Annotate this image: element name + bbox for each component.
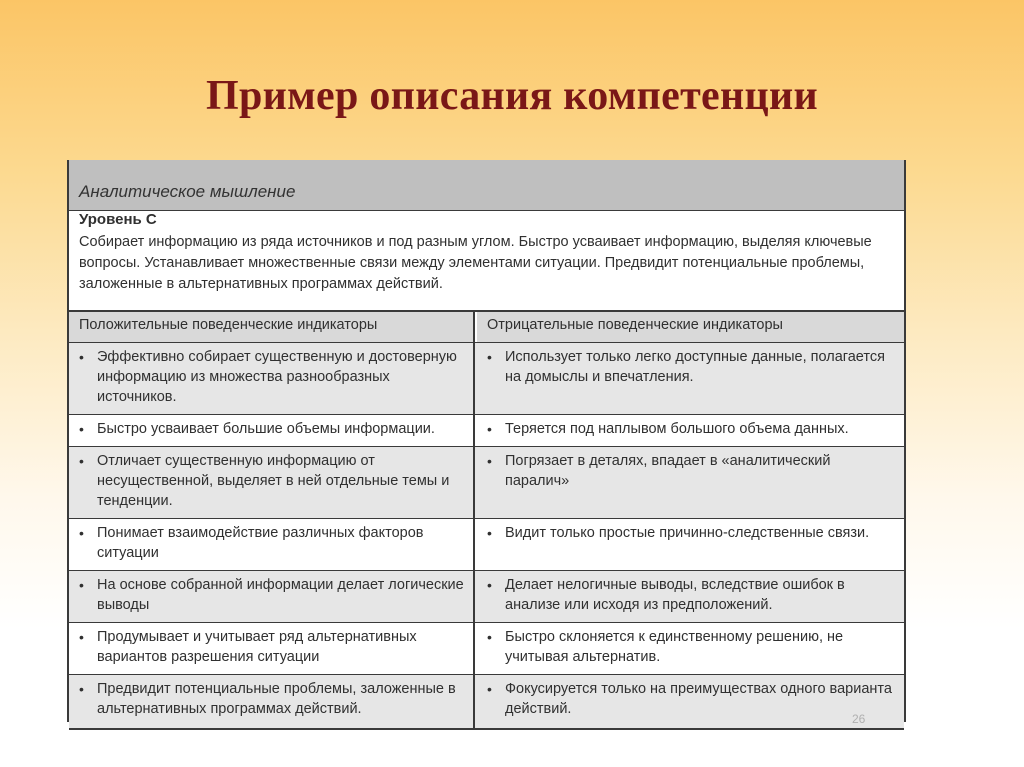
level-divider	[69, 302, 904, 312]
page-number: 26	[852, 712, 866, 726]
table-row	[69, 674, 904, 730]
positive-indicator-text: Быстро усваивает большие объемы информации.	[97, 421, 435, 437]
slide-title: Пример описания компетенции	[206, 73, 818, 119]
bullet-icon: •	[487, 421, 492, 437]
bullet-icon: •	[487, 525, 492, 541]
negative-indicator-cell	[477, 571, 904, 622]
competency-document	[67, 160, 906, 722]
positive-indicator-text: Эффективно собирает существенную и достоверную информацию из множества разнообразных источников.	[97, 349, 457, 405]
table-row	[69, 446, 904, 518]
positive-indicator-cell	[69, 415, 475, 446]
positive-indicator-text: Понимает взаимодействие различных факторов ситуации	[97, 525, 424, 561]
competency-name: Аналитическое мышление	[79, 182, 296, 201]
negative-indicator-text: Делает нелогичные выводы, вследствие ошибок в анализе или исходя из предположений.	[505, 577, 845, 613]
bullet-icon: •	[79, 629, 84, 645]
bullet-icon: •	[487, 577, 492, 593]
table-row	[69, 518, 904, 570]
positive-indicator-cell	[69, 675, 475, 728]
table-row	[69, 622, 904, 674]
negative-indicator-cell	[477, 415, 904, 446]
positive-indicator-cell	[69, 447, 475, 518]
positive-indicator-text: На основе собранной информации делает логические выводы	[97, 577, 464, 613]
negative-indicators-header: Отрицательные поведенческие индикаторы	[477, 312, 904, 342]
bullet-icon: •	[487, 453, 492, 469]
positive-indicator-cell	[69, 623, 475, 674]
positive-indicator-cell	[69, 519, 475, 570]
positive-indicator-cell	[69, 571, 475, 622]
positive-indicator-text: Предвидит потенциальные проблемы, заложенные в альтернативных программах действий.	[97, 681, 456, 717]
negative-indicator-text: Быстро склоняется к единственному решению, не учитывая альтернатив.	[505, 629, 844, 665]
negative-indicator-cell	[477, 623, 904, 674]
bullet-icon: •	[79, 525, 84, 541]
positive-indicator-text: Продумывает и учитывает ряд альтернативных вариантов разрешения ситуации	[97, 629, 417, 665]
negative-indicator-text: Использует только легко доступные данные, полагается на домыслы и впечатления.	[505, 349, 885, 385]
indicators-table	[69, 342, 904, 730]
negative-indicator-cell	[477, 447, 904, 518]
table-row	[69, 414, 904, 446]
bullet-icon: •	[487, 629, 492, 645]
positive-indicator-text: Отличает существенную информацию от несущественной, выделяет в ней отдельные темы и тенденции.	[97, 453, 450, 509]
competency-header	[69, 160, 904, 211]
level-title: Уровень С	[79, 211, 157, 228]
table-row	[69, 342, 904, 414]
bullet-icon: •	[79, 681, 84, 697]
positive-indicators-header: Положительные поведенческие индикаторы	[69, 312, 475, 342]
level-block	[69, 211, 904, 309]
positive-indicator-cell	[69, 343, 475, 414]
negative-indicator-text: Фокусируется только на преимуществах одного варианта действий.	[505, 681, 892, 717]
bullet-icon: •	[79, 421, 84, 437]
negative-indicator-text: Теряется под наплывом большого объема данных.	[505, 421, 849, 437]
bullet-icon: •	[79, 577, 84, 593]
negative-indicator-cell	[477, 675, 904, 728]
negative-indicator-cell	[477, 343, 904, 414]
negative-indicator-text: Видит только простые причинно-следственные связи.	[505, 525, 870, 541]
bullet-icon: •	[487, 349, 492, 365]
negative-indicator-cell	[477, 519, 904, 570]
bullet-icon: •	[79, 453, 84, 469]
level-description: Собирает информацию из ряда источников и под разным углом. Быстро усваивает информацию, выделяя ключевые вопросы. Устанавливает множественные связи между элементами ситуации. Предвидит потенциальные проблемы, заложенные в альтернативных программах действий.	[79, 234, 872, 292]
negative-indicator-text: Погрязает в деталях, впадает в «аналитический паралич»	[505, 453, 831, 489]
table-row	[69, 570, 904, 622]
bullet-icon: •	[487, 681, 492, 697]
bullet-icon: •	[79, 349, 84, 365]
